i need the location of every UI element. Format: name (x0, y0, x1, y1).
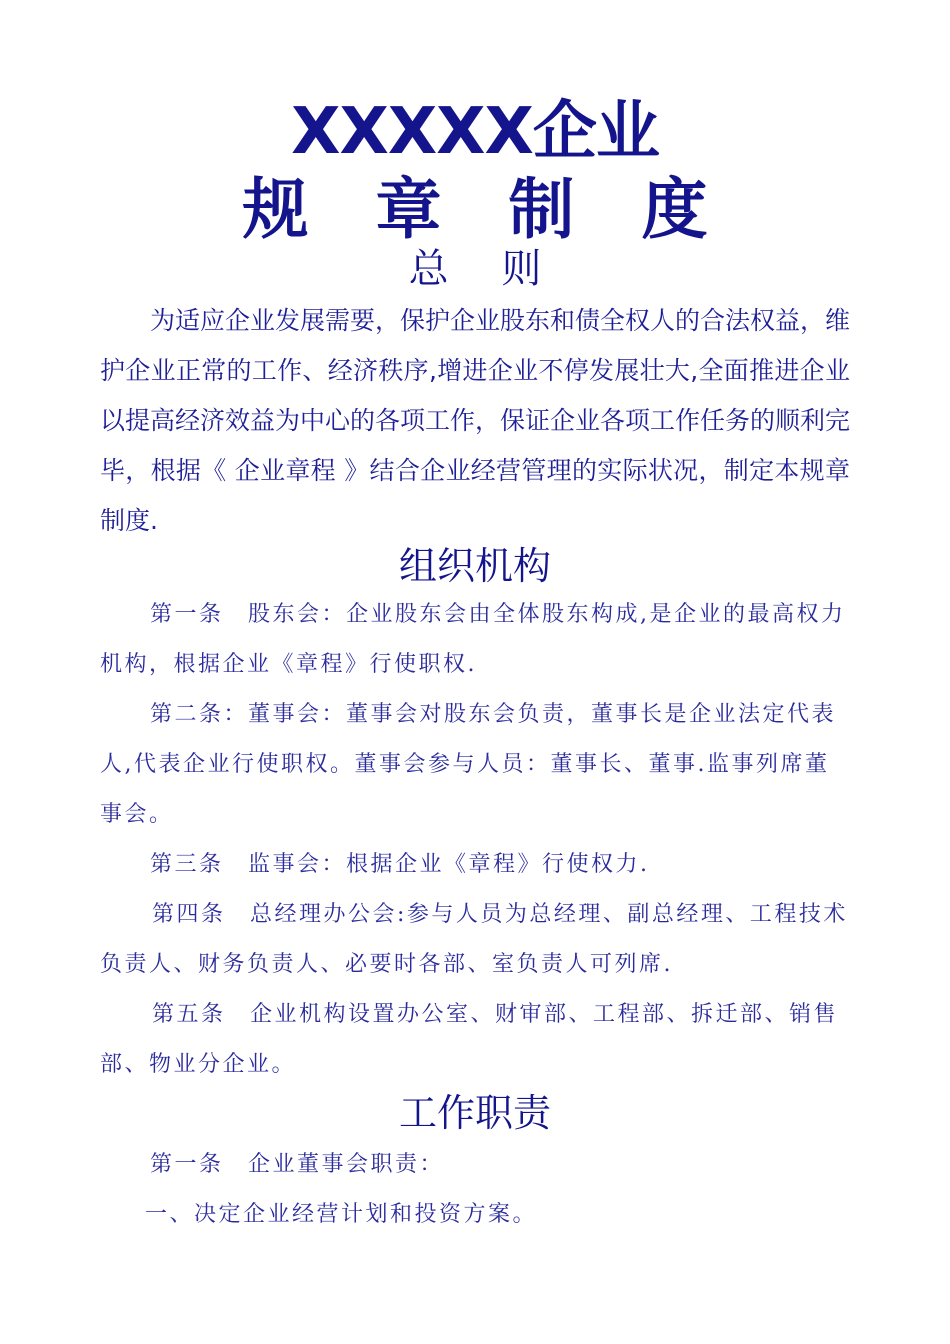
article-paragraph: 第四条 总经理办公会:参与人员为总经理、副总经理、工程技术负责人、财务负责人、必要时各部、室负责人可列席. (100, 902, 848, 977)
section-heading-organization: 组织机构 (398, 544, 551, 588)
section-heading-responsibilities: 工作职责 (398, 1091, 551, 1135)
intro-paragraph (100, 296, 850, 546)
document-title: XXXXX企业 (291, 95, 659, 169)
general-principles-heading: 总 则 (408, 246, 562, 292)
article-paragraph: 第一条 股东会：企业股东会由全体股东构成,是企业的最高权力机构，根据企业《章程》行使职权. (100, 602, 846, 677)
article-paragraph: 第五条 企业机构设置办公室、财审部、工程部、拆迁部、销售部、物业分企业。 (100, 1002, 839, 1077)
article-paragraph: 一、决定企业经营计划和投资方案。 (145, 1202, 538, 1227)
intro-text: 为适应企业发展需要，保护企业股东和债全权人的合法权益，维护企业正常的工作、经济秩序,增进企业不停发展壮大,全面推进企业以提高经济效益为中心的各项工作，保证企业各项工作任务的顺利完毕，根据《 企业章程 》结合企业经营管理的实际状况，制定本规章制度. (100, 306, 851, 535)
article-paragraph: 第三条 监事会：根据企业《章程》行使权力. (150, 852, 650, 877)
article-paragraph: 第二条：董事会：董事会对股东会负责，董事长是企业法定代表人,代表企业行使职权。董事会参与人员：董事长、董事.监事列席董事会。 (100, 702, 837, 827)
article-paragraph: 第一条 企业董事会职责： (150, 1152, 445, 1177)
document-title-regulations: 规 章 制 度 (242, 171, 730, 248)
